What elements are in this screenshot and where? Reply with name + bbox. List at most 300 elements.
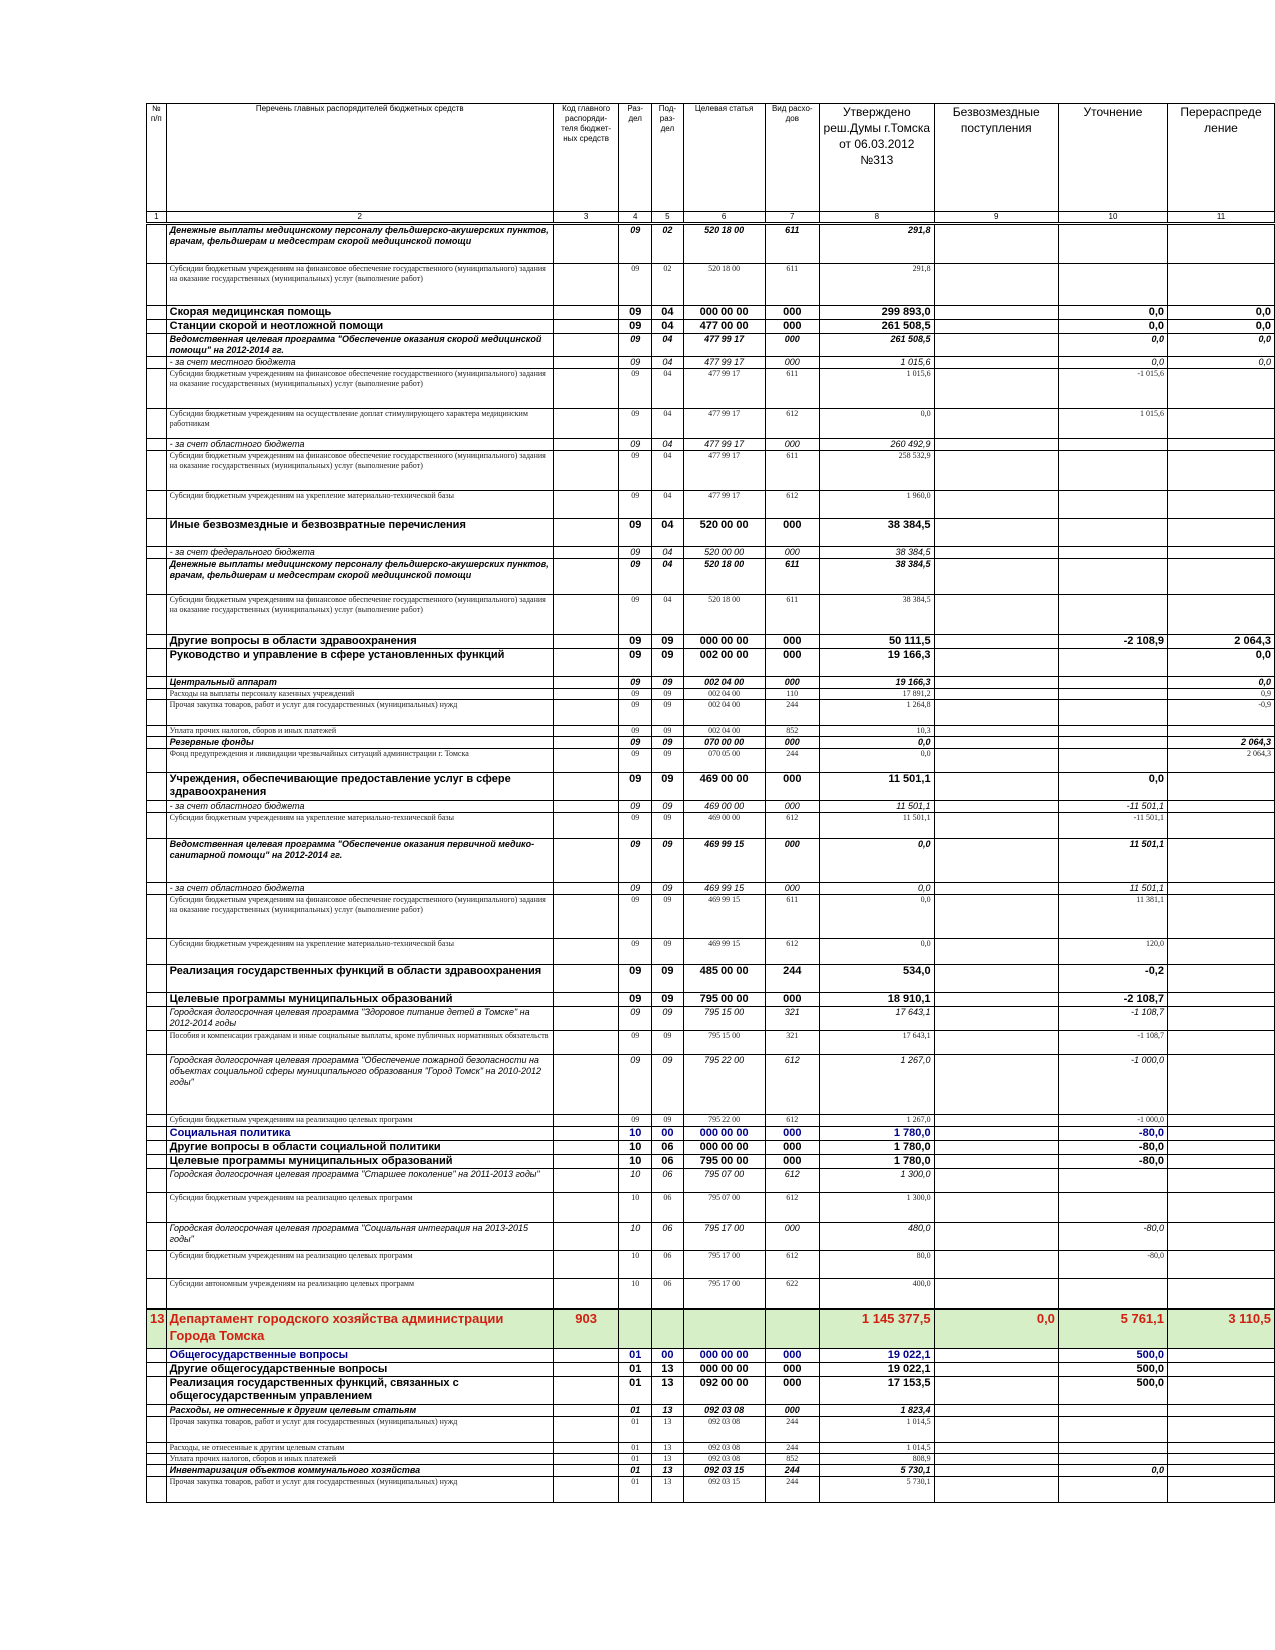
row-grants — [934, 1443, 1058, 1454]
table-row — [147, 1193, 1275, 1223]
row-expense-type: 000 — [765, 439, 820, 451]
row-adjustment: 1 015,6 — [1058, 409, 1167, 439]
row-target: 795 22 00 — [683, 1115, 765, 1127]
row-name: Прочая закупка товаров, работ и услуг для государственных (муниципальных) нужд — [166, 700, 553, 726]
row-grants — [934, 813, 1058, 839]
row-approved: 808,9 — [820, 1454, 935, 1465]
row-subsection: 13 — [652, 1405, 684, 1417]
row-target: 795 07 00 — [683, 1169, 765, 1193]
row-name: Реализация государственных функций в области здравоохранения — [166, 965, 553, 993]
row-code — [553, 1363, 618, 1377]
table-row — [147, 737, 1275, 749]
row-approved: 38 384,5 — [820, 519, 935, 547]
row-approved: 11 501,1 — [820, 801, 935, 813]
row-grants — [934, 635, 1058, 649]
row-number — [147, 965, 167, 993]
col-number: 6 — [683, 212, 765, 224]
row-adjustment — [1058, 1193, 1167, 1223]
table-row — [147, 559, 1275, 595]
row-section: 09 — [619, 519, 652, 547]
row-name: Учреждения, обеспечивающие предоставление услуг в сфере здравоохранения — [166, 773, 553, 801]
col-number: 8 — [820, 212, 935, 224]
col-number: 7 — [765, 212, 820, 224]
row-grants — [934, 595, 1058, 635]
row-number — [147, 547, 167, 559]
row-number — [147, 491, 167, 519]
row-expense-type: 612 — [765, 491, 820, 519]
row-target: 477 99 17 — [683, 357, 765, 369]
row-adjustment — [1058, 1477, 1167, 1503]
row-target: 795 15 00 — [683, 1007, 765, 1031]
row-section: 01 — [619, 1465, 652, 1477]
row-adjustment — [1058, 519, 1167, 547]
row-name: Реализация государственных функций, связанных с общегосударственным управлением — [166, 1377, 553, 1405]
row-name: Субсидии бюджетным учреждениям на осуществление доплат стимулирующего характера медицинским работникам — [166, 409, 553, 439]
row-number — [147, 334, 167, 357]
row-subsection: 04 — [652, 559, 684, 595]
table-row — [147, 749, 1275, 773]
row-target: 520 18 00 — [683, 559, 765, 595]
row-expense-type: 611 — [765, 895, 820, 939]
row-expense-type: 611 — [765, 451, 820, 491]
row-number — [147, 451, 167, 491]
table-row — [147, 1443, 1275, 1454]
row-number — [147, 801, 167, 813]
row-adjustment — [1058, 264, 1167, 306]
row-number — [147, 1465, 167, 1477]
row-adjustment: -1 000,0 — [1058, 1055, 1167, 1115]
row-subsection: 04 — [652, 369, 684, 409]
row-redistribution — [1168, 439, 1275, 451]
row-redistribution — [1168, 224, 1275, 264]
row-redistribution — [1168, 1465, 1275, 1477]
row-code — [553, 264, 618, 306]
row-name: Скорая медицинская помощь — [166, 306, 553, 320]
row-subsection: 06 — [652, 1169, 684, 1193]
row-expense-type: 612 — [765, 1115, 820, 1127]
row-approved: 1 015,6 — [820, 357, 935, 369]
table-row — [147, 726, 1275, 737]
table-row — [147, 1223, 1275, 1251]
row-approved: 1 780,0 — [820, 1155, 935, 1169]
row-target: 070 05 00 — [683, 749, 765, 773]
row-redistribution — [1168, 1443, 1275, 1454]
table-row — [147, 1377, 1275, 1405]
row-grants — [934, 264, 1058, 306]
row-approved: 0,0 — [820, 409, 935, 439]
row-section: 09 — [619, 993, 652, 1007]
row-redistribution — [1168, 264, 1275, 306]
row-redistribution — [1168, 1251, 1275, 1279]
row-code — [553, 1443, 618, 1454]
table-row — [147, 369, 1275, 409]
row-subsection: 13 — [652, 1377, 684, 1405]
row-adjustment — [1058, 451, 1167, 491]
row-target: 795 15 00 — [683, 1031, 765, 1055]
row-target: 795 07 00 — [683, 1193, 765, 1223]
row-subsection: 04 — [652, 334, 684, 357]
row-redistribution — [1168, 1417, 1275, 1443]
row-grants — [934, 839, 1058, 883]
row-name: Расходы, не отнесенные к другим целевым статьям — [166, 1405, 553, 1417]
row-name: Резервные фонды — [166, 737, 553, 749]
row-adjustment — [1058, 547, 1167, 559]
row-code — [553, 895, 618, 939]
row-target: 002 04 00 — [683, 726, 765, 737]
row-expense-type: 612 — [765, 813, 820, 839]
row-expense-type: 611 — [765, 264, 820, 306]
row-expense-type: 612 — [765, 1055, 820, 1115]
budget-sheet — [146, 103, 1275, 1503]
row-adjustment: 0,0 — [1058, 306, 1167, 320]
row-approved: 400,0 — [820, 1279, 935, 1309]
row-section: 01 — [619, 1405, 652, 1417]
row-code — [553, 1477, 618, 1503]
row-expense-type: 000 — [765, 993, 820, 1007]
row-adjustment — [1058, 224, 1167, 264]
row-section: 01 — [619, 1443, 652, 1454]
row-expense-type: 000 — [765, 1405, 820, 1417]
row-target: 000 00 00 — [683, 635, 765, 649]
table-row — [147, 224, 1275, 264]
row-expense-type: 000 — [765, 773, 820, 801]
row-number — [147, 993, 167, 1007]
row-adjustment: -1 108,7 — [1058, 1007, 1167, 1031]
row-code — [553, 439, 618, 451]
row-subsection: 09 — [652, 689, 684, 700]
row-expense-type: 612 — [765, 409, 820, 439]
row-approved: 10,3 — [820, 726, 935, 737]
row-redistribution — [1168, 1169, 1275, 1193]
row-target: 469 99 15 — [683, 939, 765, 965]
row-expense-type: 000 — [765, 1223, 820, 1251]
row-adjustment — [1058, 439, 1167, 451]
row-code — [553, 595, 618, 635]
row-target: 002 04 00 — [683, 689, 765, 700]
row-code — [553, 737, 618, 749]
row-grants — [934, 1155, 1058, 1169]
row-number — [147, 939, 167, 965]
row-redistribution — [1168, 1223, 1275, 1251]
row-expense-type: 000 — [765, 306, 820, 320]
col-number: 3 — [553, 212, 618, 224]
row-expense-type: 000 — [765, 677, 820, 689]
table-row — [147, 1477, 1275, 1503]
row-section: 09 — [619, 737, 652, 749]
row-section: 01 — [619, 1454, 652, 1465]
row-approved: 1 014,5 — [820, 1417, 935, 1443]
row-code — [553, 1465, 618, 1477]
row-name: Субсидии бюджетным учреждениям на укрепление материально-технической базы — [166, 813, 553, 839]
header-subsection: Под-раз-дел — [652, 104, 684, 212]
col-number: 9 — [934, 212, 1058, 224]
row-grants — [934, 689, 1058, 700]
row-adjustment: 0,0 — [1058, 1465, 1167, 1477]
row-code — [553, 801, 618, 813]
row-redistribution — [1168, 813, 1275, 839]
table-row — [147, 839, 1275, 883]
row-adjustment: -11 501,1 — [1058, 813, 1167, 839]
col-number: 11 — [1168, 212, 1275, 224]
row-name: Субсидии бюджетным учреждениям на финансовое обеспечение государственного (муниципального) задания на оказание государственных (муниципальных) услуг (выполнение работ) — [166, 369, 553, 409]
row-approved: 1 267,0 — [820, 1055, 935, 1115]
row-section: 09 — [619, 965, 652, 993]
row-grants — [934, 1454, 1058, 1465]
row-code — [553, 1007, 618, 1031]
row-section: 10 — [619, 1141, 652, 1155]
row-approved: 1 015,6 — [820, 369, 935, 409]
row-expense-type: 000 — [765, 519, 820, 547]
row-redistribution: 2 064,3 — [1168, 737, 1275, 749]
row-subsection: 02 — [652, 264, 684, 306]
row-expense-type: 000 — [765, 635, 820, 649]
table-row — [147, 595, 1275, 635]
row-subsection: 09 — [652, 965, 684, 993]
budget-table — [146, 103, 1275, 1503]
row-expense-type: 110 — [765, 689, 820, 700]
row-code — [553, 939, 618, 965]
row-approved: 260 492,9 — [820, 439, 935, 451]
row-code — [553, 1417, 618, 1443]
row-grants — [934, 726, 1058, 737]
row-number — [147, 1031, 167, 1055]
row-expense-type: 000 — [765, 1363, 820, 1377]
row-target: 795 00 00 — [683, 1155, 765, 1169]
row-code — [553, 993, 618, 1007]
row-section: 09 — [619, 334, 652, 357]
row-approved: 11 501,1 — [820, 813, 935, 839]
row-section: 09 — [619, 224, 652, 264]
table-row — [147, 1417, 1275, 1443]
row-redistribution: 0,0 — [1168, 334, 1275, 357]
row-name: Городская долгосрочная целевая программа "Обеспечение пожарной безопасности на объектах социальной сферы муниципального образования "Город Томск" на 2010-2012 годы" — [166, 1055, 553, 1115]
row-code — [553, 451, 618, 491]
row-number — [147, 1377, 167, 1405]
row-code: 903 — [553, 1309, 618, 1349]
row-name: Субсидии бюджетным учреждениям на финансовое обеспечение государственного (муниципального) задания на оказание государственных (муниципальных) услуг (выполнение работ) — [166, 595, 553, 635]
row-section: 10 — [619, 1251, 652, 1279]
row-grants: 0,0 — [934, 1309, 1058, 1349]
row-redistribution — [1168, 595, 1275, 635]
row-subsection: 04 — [652, 409, 684, 439]
row-subsection: 09 — [652, 839, 684, 883]
table-row — [147, 895, 1275, 939]
row-number — [147, 689, 167, 700]
row-adjustment: -0,2 — [1058, 965, 1167, 993]
row-target: 469 00 00 — [683, 801, 765, 813]
row-name: Субсидии бюджетным учреждениям на финансовое обеспечение государственного (муниципального) задания на оказание государственных (муниципальных) услуг (выполнение работ) — [166, 451, 553, 491]
row-redistribution — [1168, 895, 1275, 939]
row-redistribution — [1168, 993, 1275, 1007]
row-code — [553, 491, 618, 519]
row-code — [553, 224, 618, 264]
row-grants — [934, 1363, 1058, 1377]
row-target: 469 99 15 — [683, 895, 765, 939]
row-section: 09 — [619, 369, 652, 409]
row-adjustment: 0,0 — [1058, 320, 1167, 334]
row-section: 09 — [619, 649, 652, 677]
row-subsection: 13 — [652, 1454, 684, 1465]
row-approved: 19 166,3 — [820, 677, 935, 689]
row-name: Городская долгосрочная целевая программа "Здоровое питание детей в Томске" на 2012-2014 годы — [166, 1007, 553, 1031]
row-target: 795 17 00 — [683, 1223, 765, 1251]
table-row — [147, 635, 1275, 649]
row-expense-type: 000 — [765, 839, 820, 883]
row-number — [147, 1169, 167, 1193]
row-name: Пособия и компенсации гражданам и иные социальные выплаты, кроме публичных нормативных обязательств — [166, 1031, 553, 1055]
row-grants — [934, 357, 1058, 369]
row-approved: 5 730,1 — [820, 1477, 935, 1503]
row-adjustment: 11 501,1 — [1058, 883, 1167, 895]
row-grants — [934, 883, 1058, 895]
row-adjustment: -11 501,1 — [1058, 801, 1167, 813]
row-expense-type: 000 — [765, 737, 820, 749]
row-grants — [934, 547, 1058, 559]
row-code — [553, 965, 618, 993]
row-code — [553, 547, 618, 559]
table-row — [147, 1127, 1275, 1141]
row-subsection: 04 — [652, 519, 684, 547]
row-section: 09 — [619, 839, 652, 883]
row-expense-type: 244 — [765, 965, 820, 993]
row-adjustment — [1058, 595, 1167, 635]
row-code — [553, 813, 618, 839]
row-adjustment — [1058, 649, 1167, 677]
header-adjustment: Уточнение — [1058, 104, 1167, 212]
row-section: 09 — [619, 409, 652, 439]
row-section: 01 — [619, 1417, 652, 1443]
row-target: 520 18 00 — [683, 224, 765, 264]
row-expense-type: 612 — [765, 1251, 820, 1279]
row-grants — [934, 1141, 1058, 1155]
table-row — [147, 700, 1275, 726]
row-grants — [934, 993, 1058, 1007]
row-approved: 299 893,0 — [820, 306, 935, 320]
row-number — [147, 749, 167, 773]
row-number — [147, 1363, 167, 1377]
row-adjustment — [1058, 491, 1167, 519]
row-subsection: 06 — [652, 1155, 684, 1169]
row-number — [147, 1127, 167, 1141]
row-subsection: 09 — [652, 700, 684, 726]
row-section: 09 — [619, 773, 652, 801]
row-target: 520 00 00 — [683, 547, 765, 559]
row-number — [147, 700, 167, 726]
row-grants — [934, 1279, 1058, 1309]
row-name: Инвентаризация объектов коммунального хозяйства — [166, 1465, 553, 1477]
header-target: Целевая статья — [683, 104, 765, 212]
row-approved: 1 267,0 — [820, 1115, 935, 1127]
row-name: - за счет областного бюджета — [166, 883, 553, 895]
table-row — [147, 1454, 1275, 1465]
row-section: 09 — [619, 700, 652, 726]
row-target: 795 22 00 — [683, 1055, 765, 1115]
row-approved: 19 022,1 — [820, 1349, 935, 1363]
row-target: 092 03 08 — [683, 1443, 765, 1454]
row-redistribution: 2 064,3 — [1168, 635, 1275, 649]
row-name: Субсидии бюджетным учреждениям на реализацию целевых программ — [166, 1251, 553, 1279]
row-approved: 80,0 — [820, 1251, 935, 1279]
table-row — [147, 1007, 1275, 1031]
row-grants — [934, 1193, 1058, 1223]
row-expense-type: 321 — [765, 1031, 820, 1055]
row-redistribution — [1168, 1363, 1275, 1377]
row-grants — [934, 1169, 1058, 1193]
row-grants — [934, 965, 1058, 993]
row-redistribution — [1168, 1193, 1275, 1223]
row-subsection — [652, 1309, 684, 1349]
row-target: 477 99 17 — [683, 369, 765, 409]
row-approved: 50 111,5 — [820, 635, 935, 649]
row-adjustment: 0,0 — [1058, 773, 1167, 801]
row-approved: 291,8 — [820, 264, 935, 306]
row-name: Городская долгосрочная целевая программа "Социальная интеграция на 2013-2015 годы" — [166, 1223, 553, 1251]
row-name: Уплата прочих налогов, сборов и иных платежей — [166, 726, 553, 737]
row-approved: 0,0 — [820, 749, 935, 773]
row-number — [147, 1417, 167, 1443]
row-redistribution: 3 110,5 — [1168, 1309, 1275, 1349]
row-name: Расходы на выплаты персоналу казенных учреждений — [166, 689, 553, 700]
header-grants: Безвозмездные поступления — [934, 104, 1058, 212]
row-adjustment — [1058, 1443, 1167, 1454]
row-subsection: 06 — [652, 1251, 684, 1279]
row-code — [553, 649, 618, 677]
row-target: 000 00 00 — [683, 1141, 765, 1155]
row-section: 10 — [619, 1223, 652, 1251]
row-redistribution — [1168, 451, 1275, 491]
row-code — [553, 1031, 618, 1055]
department-row — [147, 1309, 1275, 1349]
row-section: 09 — [619, 883, 652, 895]
row-code — [553, 1279, 618, 1309]
table-row — [147, 1155, 1275, 1169]
row-code — [553, 306, 618, 320]
table-row — [147, 1115, 1275, 1127]
row-target: 477 00 00 — [683, 320, 765, 334]
row-approved: 534,0 — [820, 965, 935, 993]
row-code — [553, 1169, 618, 1193]
row-name: Субсидии бюджетным учреждениям на укрепление материально-технической базы — [166, 939, 553, 965]
row-section: 10 — [619, 1127, 652, 1141]
row-number — [147, 726, 167, 737]
table-row — [147, 357, 1275, 369]
row-adjustment: -2 108,7 — [1058, 993, 1167, 1007]
row-target: 469 00 00 — [683, 813, 765, 839]
row-target: 477 99 17 — [683, 439, 765, 451]
row-target: 092 03 15 — [683, 1477, 765, 1503]
row-expense-type: 611 — [765, 559, 820, 595]
row-section: 01 — [619, 1377, 652, 1405]
row-code — [553, 1349, 618, 1363]
row-expense-type: 611 — [765, 595, 820, 635]
row-subsection: 13 — [652, 1465, 684, 1477]
row-target: 520 00 00 — [683, 519, 765, 547]
row-subsection: 09 — [652, 1007, 684, 1031]
row-expense-type: 000 — [765, 1377, 820, 1405]
row-section: 10 — [619, 1279, 652, 1309]
row-redistribution — [1168, 1007, 1275, 1031]
row-redistribution — [1168, 491, 1275, 519]
row-redistribution — [1168, 939, 1275, 965]
row-code — [553, 883, 618, 895]
row-number — [147, 1155, 167, 1169]
table-row — [147, 1031, 1275, 1055]
row-grants — [934, 1055, 1058, 1115]
row-adjustment — [1058, 1417, 1167, 1443]
row-target: 000 00 00 — [683, 306, 765, 320]
row-number — [147, 1477, 167, 1503]
row-grants — [934, 369, 1058, 409]
